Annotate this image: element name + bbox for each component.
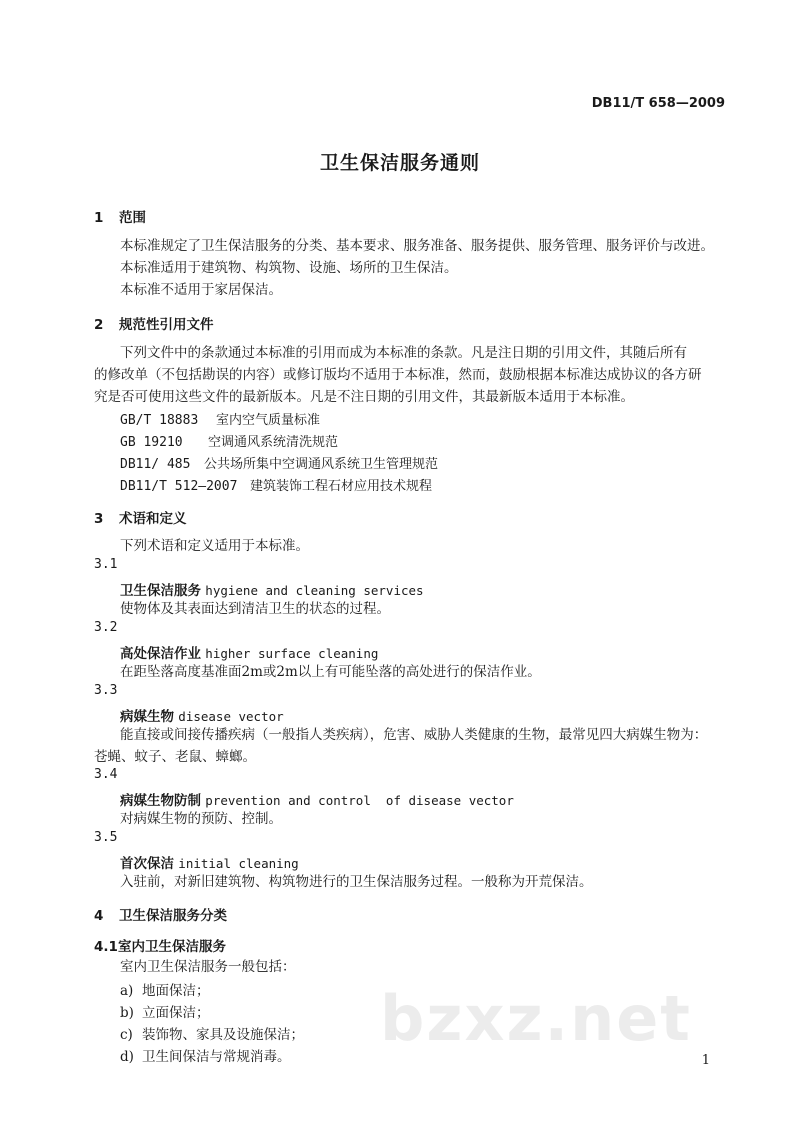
term-en: initial cleaning xyxy=(178,856,299,871)
list-text: 卫生间保洁与常规消毒。 xyxy=(142,1049,291,1065)
term-en: prevention and control of disease vector xyxy=(205,793,514,808)
list-item xyxy=(120,1023,304,1043)
term-definition: 使物体及其表面达到清洁卫生的状态的过程。 xyxy=(120,601,390,617)
section-number: 3 xyxy=(94,511,104,527)
paragraph-line: 究是否可使用这些文件的最新版本。凡是不注日期的引用文件，其最新版本适用于本标准。 xyxy=(94,389,634,405)
reference-name: 公共场所集中空调通风系统卫生管理规范 xyxy=(204,457,439,472)
paragraph: 本标准适用于建筑物、构筑物、设施、场所的卫生保洁。 xyxy=(120,260,458,276)
reference-name: 空调通风系统清洗规范 xyxy=(208,435,339,450)
reference-code: GB 19210 xyxy=(120,435,183,450)
reference-code: DB11/T 512—2007 xyxy=(120,479,238,494)
list-marker: b) xyxy=(120,1005,134,1021)
term-definition: 对病媒生物的预防、控制。 xyxy=(120,811,282,827)
term-definition: 能直接或间接传播疾病（一般指人类疾病），危害、威胁人类健康的生物，最常见四大病媒生物为： xyxy=(120,727,708,743)
reference-item xyxy=(120,475,432,494)
term-entry xyxy=(120,705,284,725)
page-number: 1 xyxy=(701,1053,710,1068)
paragraph-line: 下列文件中的条款通过本标准的引用而成为本标准的条款。凡是注日期的引用文件，其随后所有 xyxy=(120,345,687,361)
paragraph: 本标准不适用于家居保洁。 xyxy=(120,282,282,298)
section-title: 卫生保洁服务分类 xyxy=(119,908,227,924)
reference-item xyxy=(120,453,438,472)
paragraph: 室内卫生保洁服务一般包括： xyxy=(120,959,296,975)
clause-number: 3.1 xyxy=(94,557,118,572)
clause-number: 3.2 xyxy=(94,620,118,635)
reference-item xyxy=(120,409,320,428)
list-marker: a) xyxy=(120,983,134,999)
section-number: 4 xyxy=(94,908,104,924)
term-entry xyxy=(120,642,378,662)
paragraph: 下列术语和定义适用于本标准。 xyxy=(120,538,309,554)
section-number: 2 xyxy=(94,317,104,333)
section-4-heading xyxy=(94,904,227,924)
list-text: 地面保洁； xyxy=(142,983,210,999)
term-definition: 入驻前，对新旧建筑物、构筑物进行的卫生保洁服务过程。一般称为开荒保洁。 xyxy=(120,874,593,890)
section-1-heading xyxy=(94,206,146,226)
section-title: 术语和定义 xyxy=(119,511,187,527)
watermark: bzxz.net xyxy=(380,982,692,1055)
list-marker: c) xyxy=(120,1027,133,1043)
term-entry xyxy=(120,789,514,809)
term-zh: 卫生保洁服务 xyxy=(120,583,201,599)
paragraph: 本标准规定了卫生保洁服务的分类、基本要求、服务准备、服务提供、服务管理、服务评价与改进。 xyxy=(120,238,714,254)
list-text: 立面保洁； xyxy=(142,1005,210,1021)
subsection-title: 室内卫生保洁服务 xyxy=(118,939,226,955)
term-zh: 首次保洁 xyxy=(120,856,174,872)
reference-code: DB11/ 485 xyxy=(120,457,191,472)
subsection-number: 4.1 xyxy=(94,939,118,955)
section-title: 范围 xyxy=(119,210,146,226)
document-title: 卫生保洁服务通则 xyxy=(319,152,480,174)
list-text: 装饰物、家具及设施保洁； xyxy=(142,1027,304,1043)
term-en: disease vector xyxy=(178,709,284,724)
section-2-heading xyxy=(94,313,214,333)
list-marker: d) xyxy=(120,1049,134,1065)
section-title: 规范性引用文件 xyxy=(119,317,214,333)
clause-number: 3.4 xyxy=(94,767,118,782)
term-zh: 病媒生物 xyxy=(120,709,174,725)
subsection-4-1-heading xyxy=(94,935,226,955)
term-zh: 高处保洁作业 xyxy=(120,646,201,662)
section-3-heading xyxy=(94,507,187,527)
list-item xyxy=(120,979,210,999)
term-zh: 病媒生物防制 xyxy=(120,793,201,809)
term-definition: 在距坠落高度基准面2m或2m以上有可能坠落的高处进行的保洁作业。 xyxy=(120,664,541,680)
section-number: 1 xyxy=(94,210,104,226)
paragraph-line: 的修改单（不包括勘误的内容）或修订版均不适用于本标准，然而，鼓励根据本标准达成协议的各方研 xyxy=(94,367,702,383)
standard-code: DB11/T 658—2009 xyxy=(591,96,725,111)
term-definition-cont: 苍蝇、蚊子、老鼠、蟑螂。 xyxy=(94,749,256,765)
reference-name: 建筑装饰工程石材应用技术规程 xyxy=(250,479,433,494)
list-item xyxy=(120,1045,291,1065)
term-en: higher surface cleaning xyxy=(205,646,379,661)
clause-number: 3.3 xyxy=(94,683,118,698)
reference-code: GB/T 18883 xyxy=(120,413,199,428)
term-entry xyxy=(120,579,424,599)
reference-item xyxy=(120,431,338,450)
term-en: hygiene and cleaning services xyxy=(205,583,424,598)
clause-number: 3.5 xyxy=(94,830,118,845)
list-item xyxy=(120,1001,210,1021)
term-entry xyxy=(120,852,299,872)
reference-name: 室内空气质量标准 xyxy=(216,413,321,428)
